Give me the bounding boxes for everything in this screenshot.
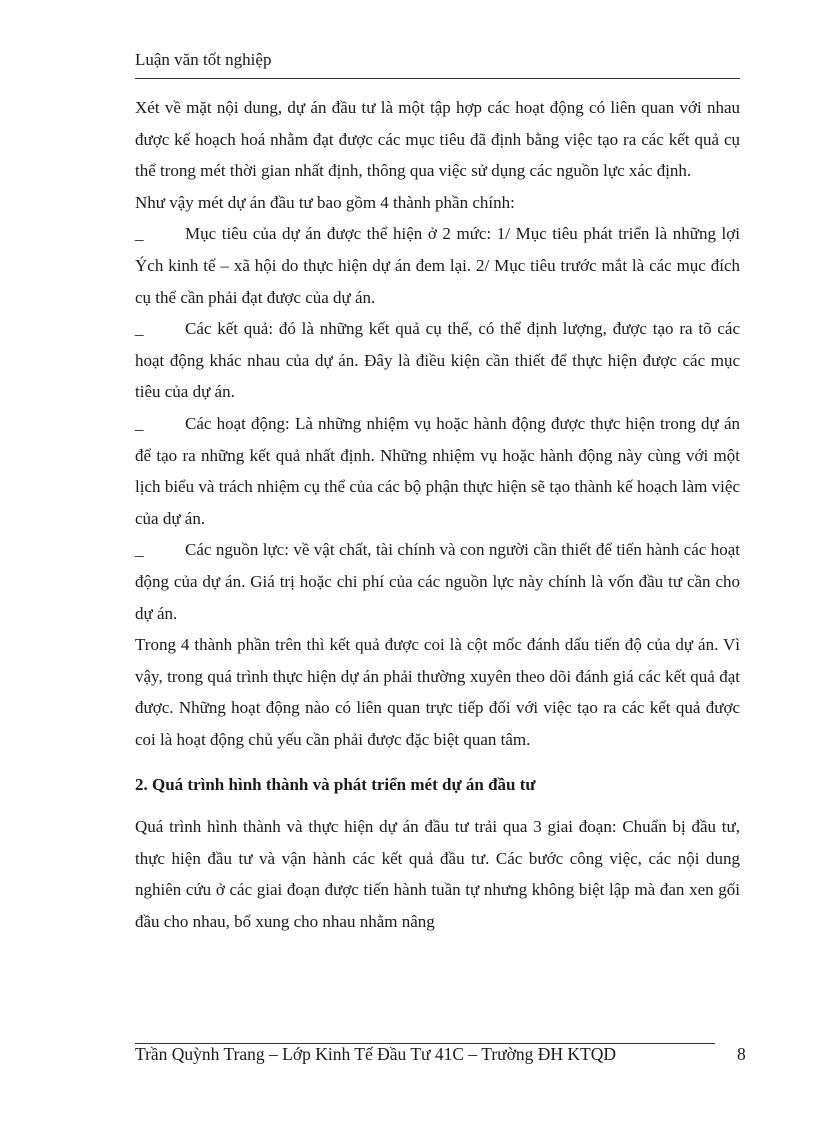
- paragraph-milestones: Trong 4 thành phần trên thì kết quả được coi là cột mốc đánh dấu tiến độ của dự án. Vì vậy, trong quá trình thực hiện dự án phải thường xuyên theo dõi đánh giá các kết quả đạt được. Những hoạt động nào có liên quan trực tiếp đối với việc tạo ra các kết quả được coi là hoạt động chủ yếu cần phải được đặc biệt quan tâm.: [135, 635, 740, 749]
- list-item: [135, 218, 740, 313]
- bullet-marker: _: [135, 319, 144, 339]
- header-title: Luận văn tốt nghiệp: [135, 50, 272, 69]
- bullet-marker: _: [135, 224, 144, 244]
- document-body: [135, 92, 740, 937]
- paragraph-definition: Xét về mặt nội dung, dự án đầu tư là một tập hợp các hoạt động có liên quan với nhau được kế hoạch hoá nhằm đạt được các mục tiêu đã định bằng việc tạo ra các kết quả cụ thể trong mét thời gian nhất định, thông qua việc sử dụng các nguồn lực xác định.: [135, 98, 740, 181]
- bullet-marker: _: [135, 413, 144, 433]
- bullet-text: Các nguồn lực: về vật chất, tài chính và con người cần thiết để tiến hành các hoạt động của dự án. Giá trị hoặc chi phí của các nguồn lực này chính là vốn đầu tư cần cho dự án.: [135, 540, 740, 623]
- paragraph-process: Quá trình hình thành và thực hiện dự án đầu tư trải qua 3 giai đoạn: Chuẩn bị đầu tư, thực hiện đầu tư và vận hành các kết quả đầu tư. Các bước công việc, các nội dung nghiên cứu ở các giai đoạn được tiến hành tuần tự nhưng không biệt lập mà đan xen gối đầu cho nhau, bổ xung cho nhau nhằm nâng: [135, 817, 740, 931]
- bullet-text: Mục tiêu của dự án được thể hiện ở 2 mức: 1/ Mục tiêu phát triển là những lợi Ých kinh tế – xã hội do thực hiện dự án đem lại. 2/ Mục tiêu trước mắt là các mục đích cụ thể cần phải đạt được của dự án.: [135, 224, 740, 307]
- bullet-text: Các kết quả: đó là những kết quả cụ thể, có thể định lượng, được tạo ra tõ các hoạt động khác nhau của dự án. Đây là điều kiện cần thiết để thực hiện được các mục tiêu của dự án.: [135, 319, 740, 402]
- paragraph-components-intro: Như vậy mét dự án đầu tư bao gồm 4 thành phần chính:: [135, 192, 515, 212]
- footer-text: Trần Quỳnh Trang – Lớp Kinh Tế Đầu Tư 41C – Trường ĐH KTQD: [135, 1044, 617, 1064]
- list-item: [135, 313, 740, 408]
- list-item: [135, 408, 740, 534]
- header-rule: [135, 78, 740, 79]
- bullet-marker: _: [135, 540, 144, 560]
- bullet-text: Các hoạt động: Là những nhiệm vụ hoặc hành động được thực hiện trong dự án để tạo ra những kết quả nhất định. Những nhiệm vụ hoặc hành động này cùng với một lịch biểu và trách nhiệm cụ thể của các bộ phận thực hiện sẽ tạo thành kế hoạch làm việc của dự án.: [135, 413, 740, 528]
- section-heading: 2. Quá trình hình thành và phát triển mét dự án đầu tư: [135, 775, 536, 795]
- list-item: [135, 534, 740, 629]
- page-number: 8: [737, 1044, 746, 1064]
